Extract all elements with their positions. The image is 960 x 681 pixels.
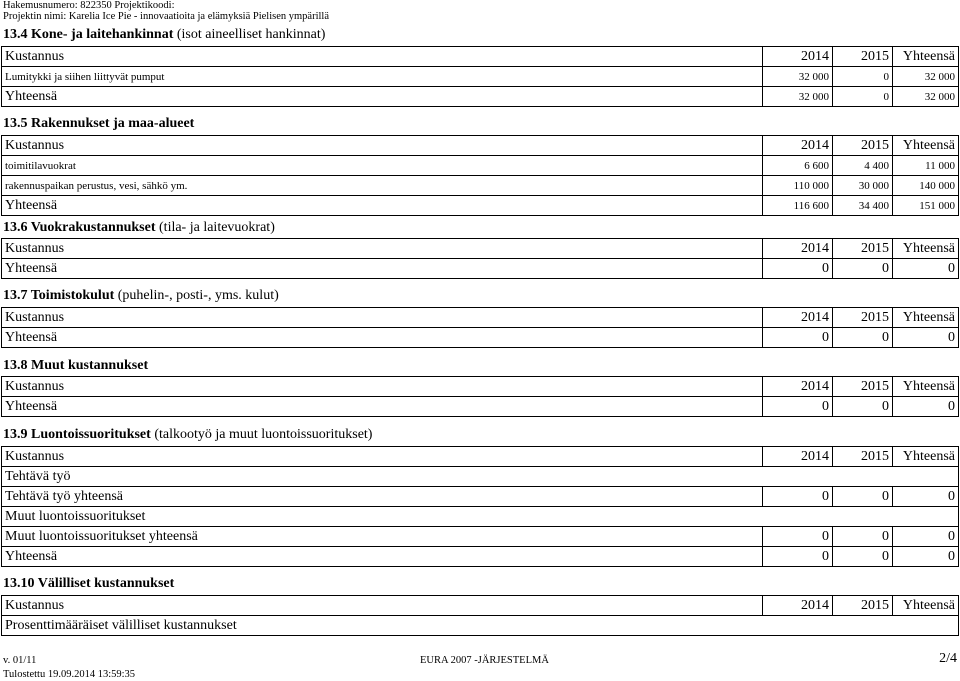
- section-subtitle: (isot aineelliset hankinnat): [173, 27, 326, 42]
- section-title-text: 13.6 Vuokrakustannukset: [3, 220, 156, 235]
- section-13-6-table: [1, 238, 959, 279]
- footer-page: 2/4: [939, 651, 957, 666]
- table-header-row: [2, 47, 959, 67]
- total-2014: 0: [763, 547, 833, 567]
- row-2015: 0: [833, 67, 893, 87]
- header-cost: Kustannus: [2, 239, 763, 259]
- subgroup-row: [2, 467, 959, 487]
- section-13-8-title: [3, 358, 148, 374]
- header-cost: Kustannus: [2, 447, 763, 467]
- table-header-row: [2, 136, 959, 156]
- section-13-10-table: [1, 595, 959, 636]
- other-label: Muut luontoissuoritukset: [2, 507, 959, 527]
- total-row: [2, 397, 959, 417]
- table-header-row: [2, 239, 959, 259]
- header-total: Yhteensä: [893, 377, 959, 397]
- row-2015: 4 400: [833, 156, 893, 176]
- total-2014: 116 600: [763, 196, 833, 216]
- table-header-row: [2, 596, 959, 616]
- header-total: Yhteensä: [893, 47, 959, 67]
- section-13-7-table: [1, 307, 959, 348]
- table-header-row: [2, 308, 959, 328]
- total-2014: 0: [763, 397, 833, 417]
- subtotal-row: [2, 487, 959, 507]
- header-2014: 2014: [763, 47, 833, 67]
- row-label: rakennuspaikan perustus, vesi, sähkö ym.: [2, 176, 763, 196]
- header-2015: 2015: [833, 447, 893, 467]
- total-row: [2, 328, 959, 348]
- section-13-6-title: [3, 220, 275, 236]
- total-label: Yhteensä: [2, 397, 763, 417]
- header-2014: 2014: [763, 447, 833, 467]
- subtotal-total: 0: [893, 487, 959, 507]
- section-subtitle: (talkootyö ja muut luontoissuoritukset): [150, 427, 373, 442]
- header-2015: 2015: [833, 377, 893, 397]
- row-2015: 30 000: [833, 176, 893, 196]
- header-2014: 2014: [763, 596, 833, 616]
- row-label: toimitilavuokrat: [2, 156, 763, 176]
- footer-version: v. 01/11: [3, 655, 37, 666]
- row-2014: 32 000: [763, 67, 833, 87]
- subtotal-row: [2, 527, 959, 547]
- table-row: [2, 67, 959, 87]
- section-subtitle: (tila- ja laitevuokrat): [155, 220, 275, 235]
- section-title-text: 13.8 Muut kustannukset: [3, 358, 149, 373]
- section-13-5-title: [3, 116, 194, 132]
- header-total: Yhteensä: [893, 596, 959, 616]
- header-cost: Kustannus: [2, 596, 763, 616]
- total-2015: 0: [833, 87, 893, 107]
- section-title-text: 13.10 Välilliset kustannukset: [3, 576, 175, 591]
- total-2015: 0: [833, 547, 893, 567]
- total-2014: 32 000: [763, 87, 833, 107]
- row-2014: 6 600: [763, 156, 833, 176]
- work-label: Tehtävä työ: [2, 467, 959, 487]
- header-total: Yhteensä: [893, 447, 959, 467]
- subtotal-2014: 0: [763, 487, 833, 507]
- subtotal-label: Tehtävä työ yhteensä: [2, 487, 763, 507]
- header-2014: 2014: [763, 239, 833, 259]
- row-2014: 110 000: [763, 176, 833, 196]
- total-2015: 34 400: [833, 196, 893, 216]
- total-total: 0: [893, 328, 959, 348]
- header-cost: Kustannus: [2, 136, 763, 156]
- row-total: 11 000: [893, 156, 959, 176]
- footer-printed: Tulostettu 19.09.2014 13:59:35: [3, 669, 136, 680]
- header-2014: 2014: [763, 308, 833, 328]
- subtotal-total: 0: [893, 527, 959, 547]
- header-2015: 2015: [833, 136, 893, 156]
- total-total: 32 000: [893, 87, 959, 107]
- section-title-text: 13.4 Kone- ja laitehankinnat: [3, 27, 174, 42]
- header-2015: 2015: [833, 308, 893, 328]
- subtotal-2014: 0: [763, 527, 833, 547]
- header-2014: 2014: [763, 136, 833, 156]
- header-total: Yhteensä: [893, 239, 959, 259]
- row-label: Prosenttimääräiset välilliset kustannukset: [2, 616, 959, 636]
- header-cost: Kustannus: [2, 377, 763, 397]
- section-13-9-title: [3, 427, 372, 443]
- subgroup-row: [2, 507, 959, 527]
- header-total: Yhteensä: [893, 136, 959, 156]
- section-title-text: 13.5 Rakennukset ja maa-alueet: [3, 116, 195, 131]
- total-2015: 0: [833, 259, 893, 279]
- header-2014: 2014: [763, 377, 833, 397]
- table-row: [2, 176, 959, 196]
- section-13-7-title: [3, 288, 279, 304]
- subtotal-2015: 0: [833, 487, 893, 507]
- section-13-5-table: [1, 135, 959, 216]
- header-2015: 2015: [833, 47, 893, 67]
- total-2015: 0: [833, 328, 893, 348]
- header-2015: 2015: [833, 596, 893, 616]
- section-title-text: 13.7 Toimistokulut: [3, 288, 115, 303]
- section-subtitle: (puhelin-, posti-, yms. kulut): [114, 288, 279, 303]
- total-row: [2, 87, 959, 107]
- total-label: Yhteensä: [2, 259, 763, 279]
- subtotal-label: Muut luontoissuoritukset yhteensä: [2, 527, 763, 547]
- subtotal-2015: 0: [833, 527, 893, 547]
- total-total: 0: [893, 547, 959, 567]
- table-header-row: [2, 447, 959, 467]
- total-row: [2, 259, 959, 279]
- footer-system: EURA 2007 -JÄRJESTELMÄ: [420, 655, 549, 666]
- table-row: [2, 156, 959, 176]
- total-total: 0: [893, 397, 959, 417]
- header-2015: 2015: [833, 239, 893, 259]
- row-total: 32 000: [893, 67, 959, 87]
- total-total: 151 000: [893, 196, 959, 216]
- total-row: [2, 547, 959, 567]
- total-2015: 0: [833, 397, 893, 417]
- row-label: Lumitykki ja siihen liittyvät pumput: [2, 67, 763, 87]
- application-number: Hakemusnumero: 822350 Projektikoodi:: [3, 0, 175, 11]
- section-13-4-table: [1, 46, 959, 107]
- total-label: Yhteensä: [2, 547, 763, 567]
- table-header-row: [2, 377, 959, 397]
- total-2014: 0: [763, 259, 833, 279]
- header-total: Yhteensä: [893, 308, 959, 328]
- section-13-10-title: [3, 576, 174, 592]
- total-label: Yhteensä: [2, 328, 763, 348]
- section-title-text: 13.9 Luontoissuoritukset: [3, 427, 151, 442]
- project-name: Projektin nimi: Karelia Ice Pie - innovaatioita ja elämyksiä Pielisen ympärillä: [3, 11, 329, 22]
- section-13-4-title: [3, 27, 325, 43]
- section-13-8-table: [1, 376, 959, 417]
- row-total: 140 000: [893, 176, 959, 196]
- total-total: 0: [893, 259, 959, 279]
- total-label: Yhteensä: [2, 87, 763, 107]
- total-label: Yhteensä: [2, 196, 763, 216]
- table-row: [2, 616, 959, 636]
- header-cost: Kustannus: [2, 47, 763, 67]
- total-row: [2, 196, 959, 216]
- section-13-9-table: [1, 446, 959, 567]
- header-cost: Kustannus: [2, 308, 763, 328]
- total-2014: 0: [763, 328, 833, 348]
